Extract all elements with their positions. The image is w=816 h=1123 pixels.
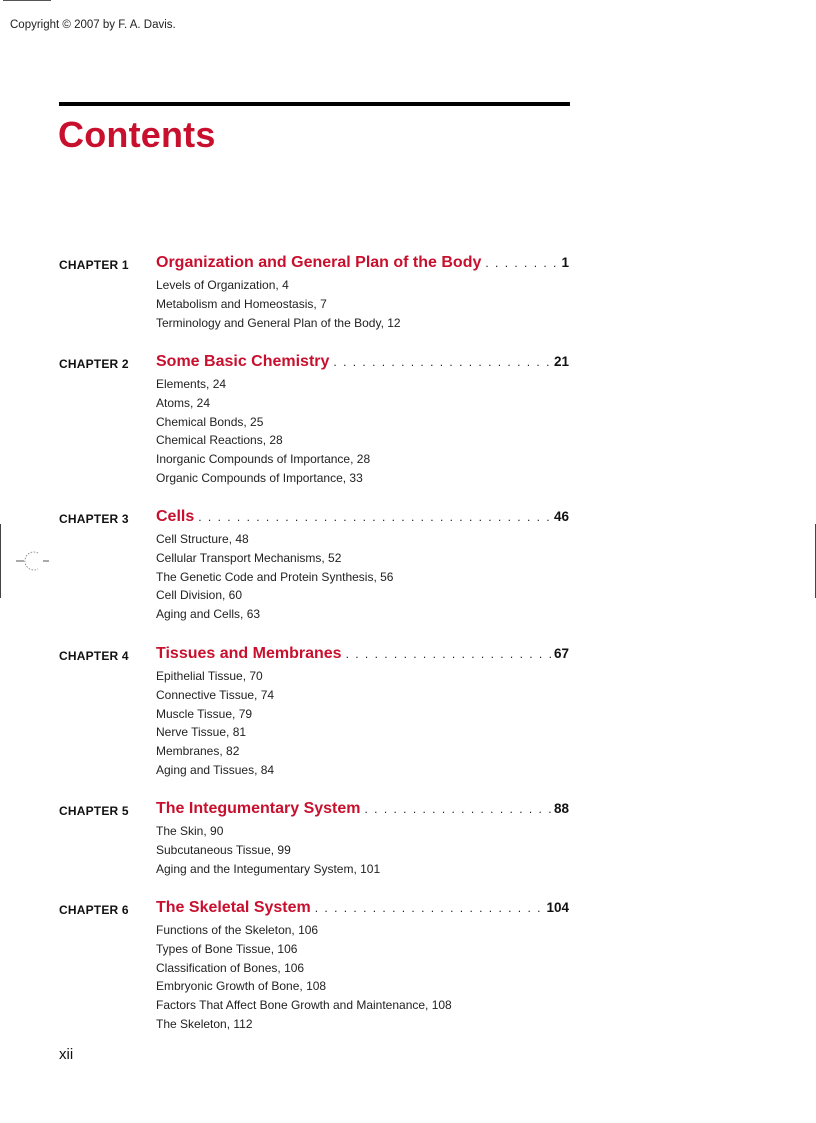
dot-leader [198, 510, 552, 524]
section-entry[interactable]: Nerve Tissue, 81 [156, 725, 247, 740]
chapter-label: CHAPTER 2 [59, 357, 129, 371]
chapter-heading[interactable] [156, 645, 569, 663]
page-number: xii [59, 1046, 74, 1063]
chapter-page-number: 67 [553, 646, 569, 661]
section-list [156, 667, 274, 780]
section-list [156, 822, 380, 878]
chapter-page-number: 88 [553, 801, 569, 816]
dot-leader [485, 256, 559, 270]
section-list [156, 530, 393, 624]
chapter-label: CHAPTER 4 [59, 649, 129, 663]
dot-leader [333, 355, 552, 369]
chapter-heading[interactable] [156, 508, 569, 526]
section-entry[interactable]: Membranes, 82 [156, 744, 240, 759]
section-entry[interactable]: Organic Compounds of Importance, 33 [156, 470, 363, 485]
section-entry[interactable]: Classification of Bones, 106 [156, 960, 305, 975]
chapter-label: CHAPTER 1 [59, 258, 129, 272]
chapter-title[interactable]: Organization and General Plan of the Body [156, 254, 482, 271]
section-entry[interactable]: Terminology and General Plan of the Body, 12 [156, 315, 401, 330]
chapter-label: CHAPTER 3 [59, 512, 129, 526]
section-entry[interactable]: Factors That Affect Bone Growth and Maintenance, 108 [156, 998, 452, 1013]
chapter-heading[interactable] [156, 353, 569, 371]
section-list [156, 375, 370, 488]
section-entry[interactable]: Aging and Cells, 63 [156, 607, 261, 622]
chapter-page-number: 46 [553, 509, 569, 524]
chapter-title[interactable]: The Skeletal System [156, 899, 311, 916]
dot-leader [315, 901, 545, 915]
chapter-title[interactable]: Cells [156, 508, 195, 525]
section-entry[interactable]: Aging and the Integumentary System, 101 [156, 861, 381, 876]
section-entry[interactable]: Chemical Bonds, 25 [156, 414, 264, 429]
section-entry[interactable]: Functions of the Skeleton, 106 [156, 923, 319, 937]
section-entry[interactable]: The Genetic Code and Protein Synthesis, 56 [156, 569, 394, 584]
section-entry[interactable]: Inorganic Compounds of Importance, 28 [156, 452, 371, 467]
section-entry[interactable]: Types of Bone Tissue, 106 [156, 941, 298, 956]
section-entry[interactable]: Cell Structure, 48 [156, 532, 249, 546]
section-entry[interactable]: Chemical Reactions, 28 [156, 433, 283, 448]
dot-leader [365, 802, 552, 816]
section-entry[interactable]: Embryonic Growth of Bone, 108 [156, 979, 327, 994]
dot-leader [346, 647, 552, 661]
chapter-title[interactable]: Tissues and Membranes [156, 645, 342, 662]
section-entry[interactable]: Epithelial Tissue, 70 [156, 669, 263, 683]
corner-crop-rule [3, 0, 51, 1]
section-entry[interactable]: The Skeleton, 112 [156, 1016, 253, 1031]
section-list [156, 276, 401, 332]
left-crop-mark [0, 524, 1, 598]
chapter-heading[interactable] [156, 800, 569, 818]
section-entry[interactable]: Subcutaneous Tissue, 99 [156, 842, 291, 857]
chapter-label: CHAPTER 6 [59, 903, 129, 917]
chapter-page-number: 1 [561, 255, 569, 270]
section-entry[interactable]: The Skin, 90 [156, 824, 224, 838]
section-entry[interactable]: Connective Tissue, 74 [156, 687, 275, 702]
section-entry[interactable]: Metabolism and Homeostasis, 7 [156, 296, 327, 311]
section-entry[interactable]: Elements, 24 [156, 377, 227, 391]
chapter-title[interactable]: The Integumentary System [156, 800, 361, 817]
section-entry[interactable]: Aging and Tissues, 84 [156, 762, 275, 777]
chapter-heading[interactable] [156, 899, 569, 917]
chapter-page-number: 21 [553, 354, 569, 369]
section-entry[interactable]: Cellular Transport Mechanisms, 52 [156, 550, 342, 565]
section-entry[interactable]: Levels of Organization, 4 [156, 278, 289, 292]
copyright-notice: Copyright © 2007 by F. A. Davis. [10, 19, 176, 31]
registration-mark-icon [16, 549, 52, 573]
chapter-heading[interactable] [156, 254, 569, 272]
section-list [156, 921, 452, 1034]
section-entry[interactable]: Cell Division, 60 [156, 588, 243, 603]
title-rule [59, 102, 570, 106]
page-title: Contents [58, 114, 216, 155]
chapter-label: CHAPTER 5 [59, 804, 129, 818]
section-entry[interactable]: Atoms, 24 [156, 395, 211, 410]
chapter-title[interactable]: Some Basic Chemistry [156, 353, 330, 370]
section-entry[interactable]: Muscle Tissue, 79 [156, 706, 253, 721]
chapter-page-number: 104 [546, 900, 569, 915]
